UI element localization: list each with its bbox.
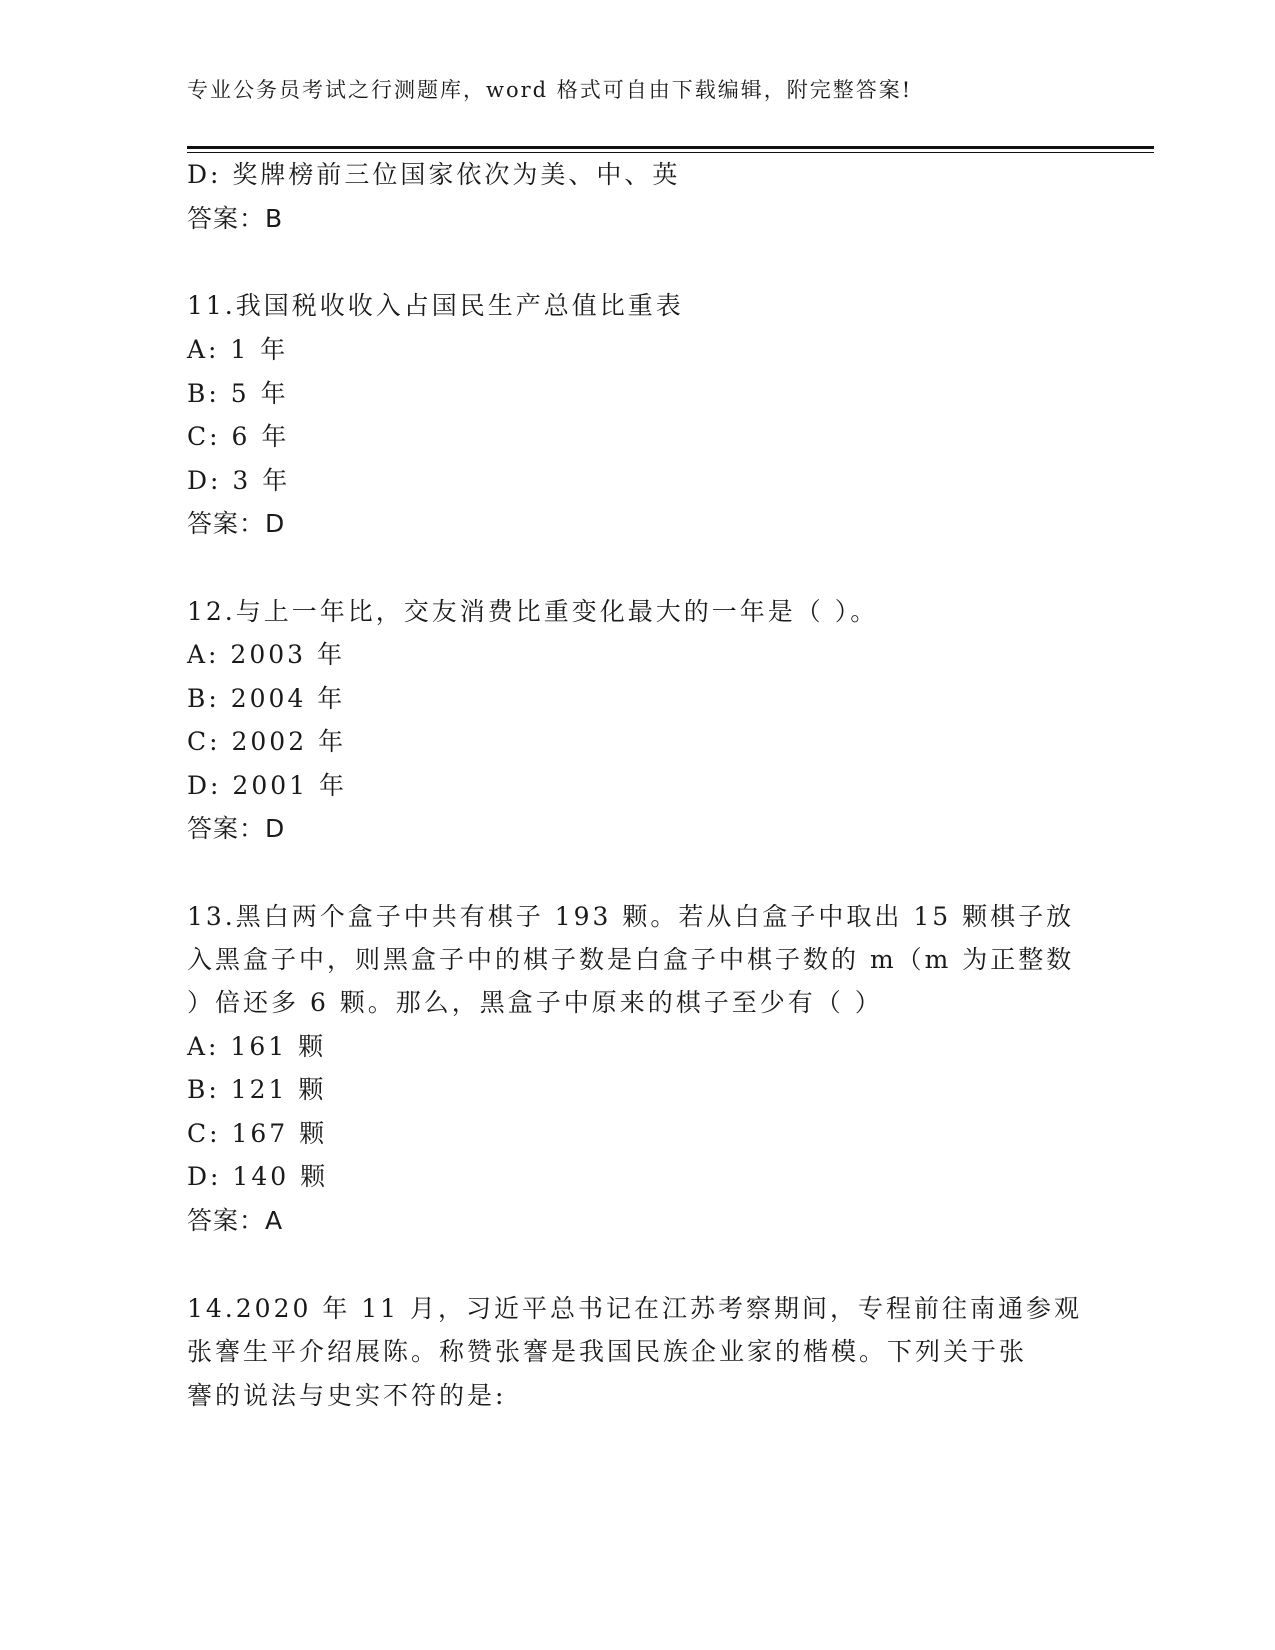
q11-stem: 11.我国税收收入占国民生产总值比重表 — [187, 291, 684, 320]
q11-option-c: C: 6 年 — [187, 422, 290, 451]
q12-option-c: C: 2002 年 — [187, 727, 347, 756]
q13-option-a: A: 161 颗 — [187, 1032, 327, 1061]
q12-stem: 12.与上一年比，交友消费比重变化最大的一年是（ ）。 — [187, 597, 879, 626]
q11-option-d: D: 3 年 — [187, 466, 291, 495]
header-rule-thick — [187, 146, 1154, 149]
q11-option-a: A: 1 年 — [187, 335, 289, 364]
q12-answer: 答案：D — [187, 814, 286, 843]
q11-answer: 答案：D — [187, 509, 286, 538]
q12-option-d: D: 2001 年 — [187, 771, 347, 800]
q13-stem-line-3: ）倍还多 6 颗。那么，黑盒子中原来的棋子至少有（ ） — [187, 988, 883, 1017]
prev-option-d: D: 奖牌榜前三位国家依次为美、中、英 — [187, 160, 681, 189]
q13-option-b: B: 121 颗 — [187, 1075, 327, 1104]
q13-option-d: D: 140 颗 — [187, 1162, 329, 1191]
q14-stem-line-1: 14.2020 年 11 月，习近平总书记在江苏考察期间，专程前往南通参观 — [187, 1294, 1083, 1323]
q13-option-c: C: 167 颗 — [187, 1119, 328, 1148]
q14-stem-line-2: 张謇生平介绍展陈。称赞张謇是我国民族企业家的楷模。下列关于张 — [187, 1337, 1028, 1366]
prev-answer: 答案：B — [187, 204, 284, 233]
q13-stem-line-2: 入黑盒子中，则黑盒子中的棋子数是白盒子中棋子数的 m（m 为正整数 — [187, 945, 1075, 974]
q13-answer: 答案：A — [187, 1206, 284, 1235]
header-rule-thin — [187, 152, 1154, 153]
q12-option-b: B: 2004 年 — [187, 684, 346, 713]
page-header: 专业公务员考试之行测题库，word 格式可自由下载编辑，附完整答案! — [187, 78, 913, 102]
q11-option-b: B: 5 年 — [187, 379, 289, 408]
q14-stem-line-3: 謇的说法与史实不符的是: — [187, 1381, 507, 1410]
q12-option-a: A: 2003 年 — [187, 640, 345, 669]
q13-stem-line-1: 13.黑白两个盒子中共有棋子 193 颗。若从白盒子中取出 15 颗棋子放 — [187, 902, 1075, 931]
